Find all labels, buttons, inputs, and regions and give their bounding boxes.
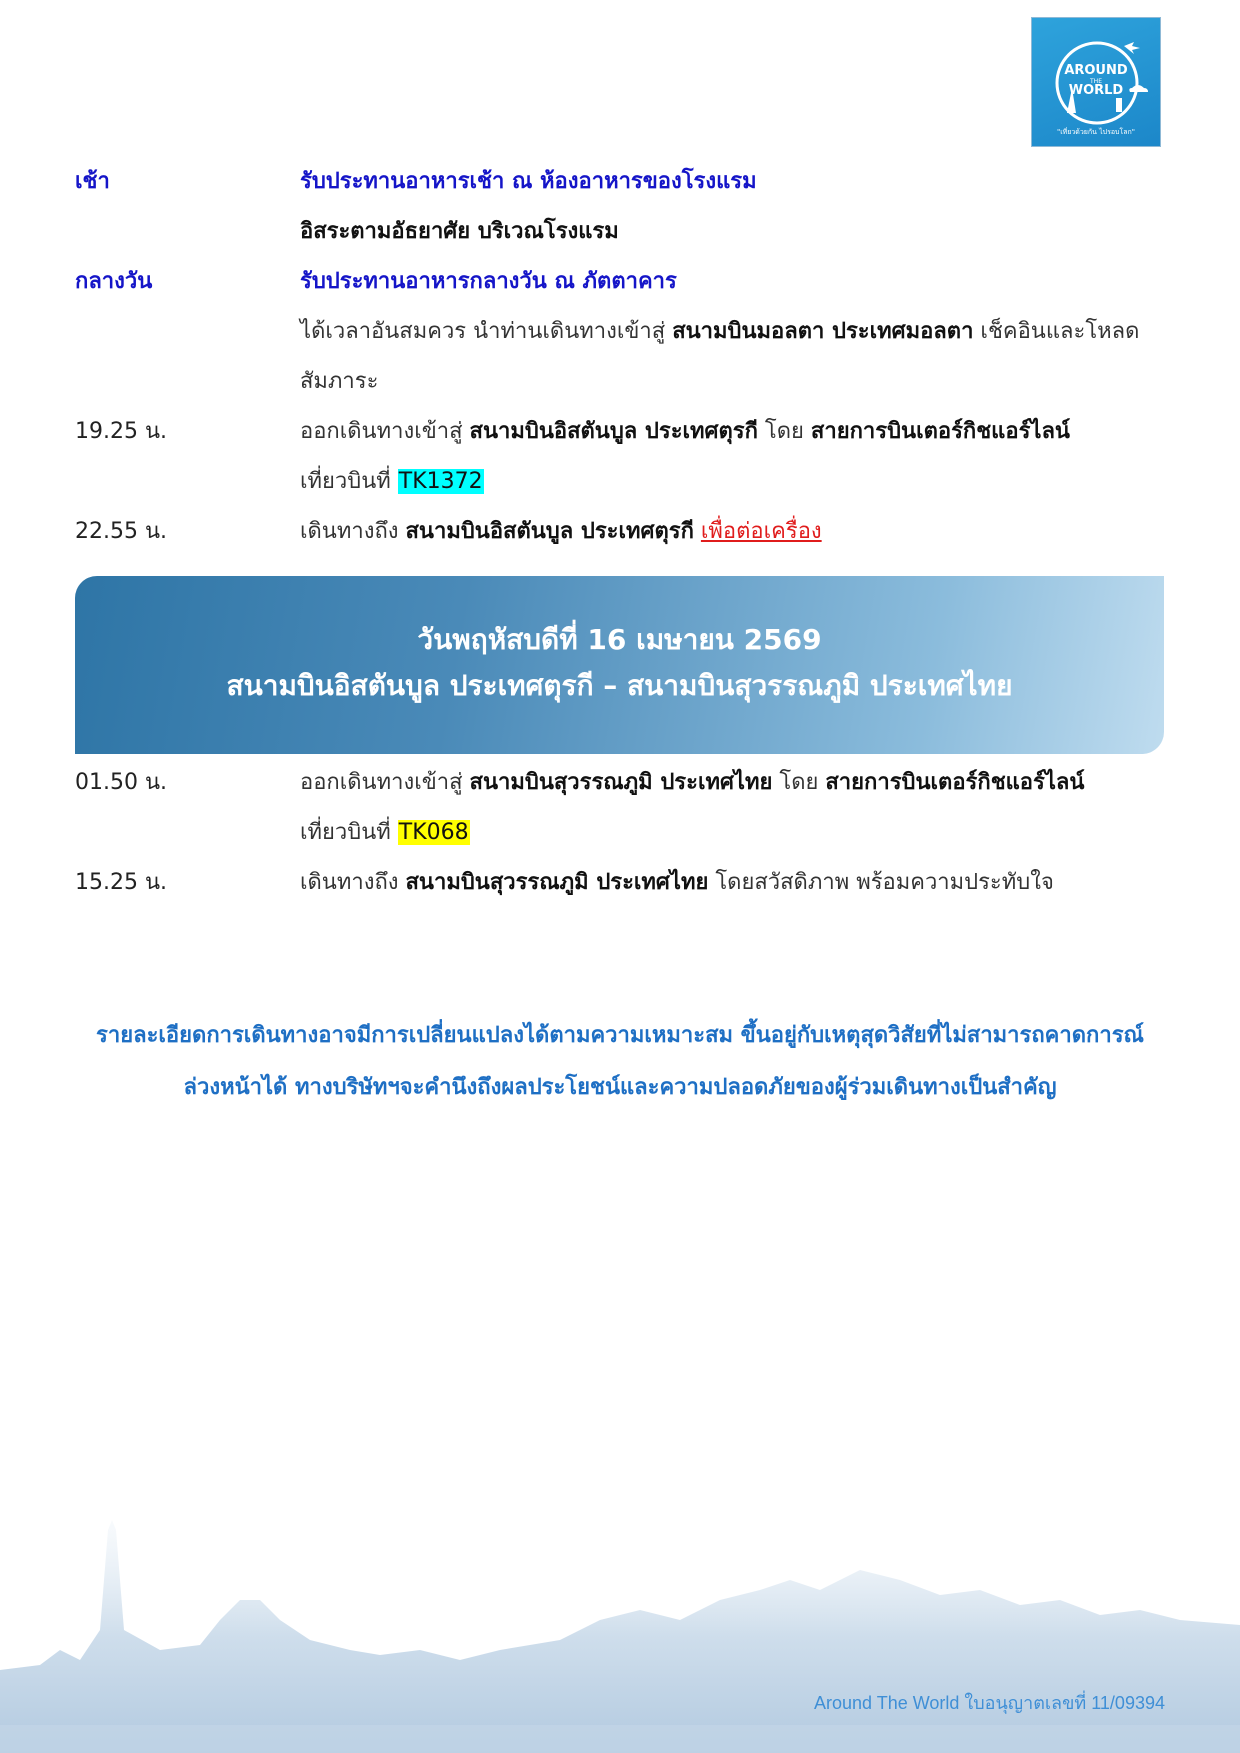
- activity-text: [300, 858, 1240, 908]
- activity-text: อิสระตามอัธยาศัย บริเวณโรงแรม: [300, 219, 619, 244]
- time-label: 15.25 น.: [75, 870, 168, 895]
- activity-text: รับประทานอาหารกลางวัน ณ ภัตตาคาร: [300, 269, 677, 294]
- activity-text: รับประทานอาหารเช้า ณ ห้องอาหารของโรงแรม: [300, 169, 757, 194]
- text-part: เที่ยวบินที่: [300, 820, 398, 845]
- time-label: 19.25 น.: [75, 419, 168, 444]
- around-the-world-logo: [1031, 17, 1161, 147]
- day-banner: [75, 576, 1164, 754]
- day-date-title: วันพฤหัสบดีที่ 16 เมษายน 2569: [417, 623, 822, 656]
- airport-name: สนามบินสุวรรณภูมิ ประเทศไทย: [405, 870, 709, 895]
- time-label: 01.50 น.: [75, 770, 168, 795]
- transfer-link[interactable]: เพื่อต่อเครื่อง: [700, 519, 822, 544]
- disclaimer-line: รายละเอียดการเดินทางอาจมีการเปลี่ยนแปลงได้ตามความเหมาะสม ขึ้นอยู่กับเหตุสุดวิสัยที่ไม่สามารถคาดการณ์: [96, 1023, 1144, 1048]
- activity-text: [300, 507, 1240, 557]
- text-part: โดย: [757, 419, 811, 444]
- text-part: เดินทางถึง: [300, 870, 406, 895]
- text-part: เที่ยวบินที่: [300, 469, 398, 494]
- airport-name: สนามบินมอลตา ประเทศมอลตา: [672, 319, 974, 344]
- logo-text-world: WORLD: [1068, 83, 1124, 98]
- flight-number: TK068: [398, 820, 469, 845]
- airport-name: สนามบินอิสตันบูล ประเทศตุรกี: [469, 419, 758, 444]
- disclaimer-line: ล่วงหน้าได้ ทางบริษัทฯจะคำนึงถึงผลประโยชน์และความปลอดภัยของผู้ร่วมเดินทางเป็นสำคัญ: [183, 1075, 1057, 1100]
- airline-name: สายการบินเตอร์กิชแอร์ไลน์: [810, 419, 1070, 444]
- text-part: เดินทางถึง: [300, 519, 406, 544]
- time-label: 22.55 น.: [75, 519, 168, 544]
- itinerary-disclaimer: [75, 1010, 1165, 1114]
- time-label: กลางวัน: [75, 269, 153, 294]
- flight-info: [300, 457, 1240, 507]
- time-label: เช้า: [75, 169, 110, 194]
- logo-text-the: THE: [1090, 78, 1102, 85]
- flight-info: [300, 808, 1240, 858]
- footer-license: Around The World ใบอนุญาตเลขที่ 11/09394: [814, 1693, 1165, 1713]
- text-part: ออกเดินทางเข้าสู่: [300, 770, 470, 795]
- text-part: เช็คอินและโหลด: [973, 319, 1140, 344]
- text-part: [694, 519, 701, 544]
- activity-text: [300, 407, 1240, 457]
- activity-text-continued: สัมภาระ: [300, 369, 379, 394]
- logo-text-around: AROUND: [1064, 63, 1128, 78]
- text-part: โดยสวัสดิภาพ พร้อมความประทับใจ: [708, 870, 1054, 895]
- text-part: ได้เวลาอันสมควร นำท่านเดินทางเข้าสู่: [300, 319, 673, 344]
- activity-text: [300, 758, 1240, 808]
- text-part: โดย: [772, 770, 826, 795]
- activity-text: [300, 307, 1240, 357]
- flight-number: TK1372: [398, 469, 483, 494]
- text-part: ออกเดินทางเข้าสู่: [300, 419, 470, 444]
- airline-name: สายการบินเตอร์กิชแอร์ไลน์: [825, 770, 1085, 795]
- airport-name: สนามบินอิสตันบูล ประเทศตุรกี: [405, 519, 694, 544]
- day-route-title: สนามบินอิสตันบูล ประเทศตุรกี – สนามบินสุวรรณภูมิ ประเทศไทย: [226, 669, 1013, 702]
- airport-name: สนามบินสุวรรณภูมิ ประเทศไทย: [469, 770, 773, 795]
- logo-tagline: "เที่ยวด้วยกัน ไปรอบโลก": [1057, 128, 1135, 136]
